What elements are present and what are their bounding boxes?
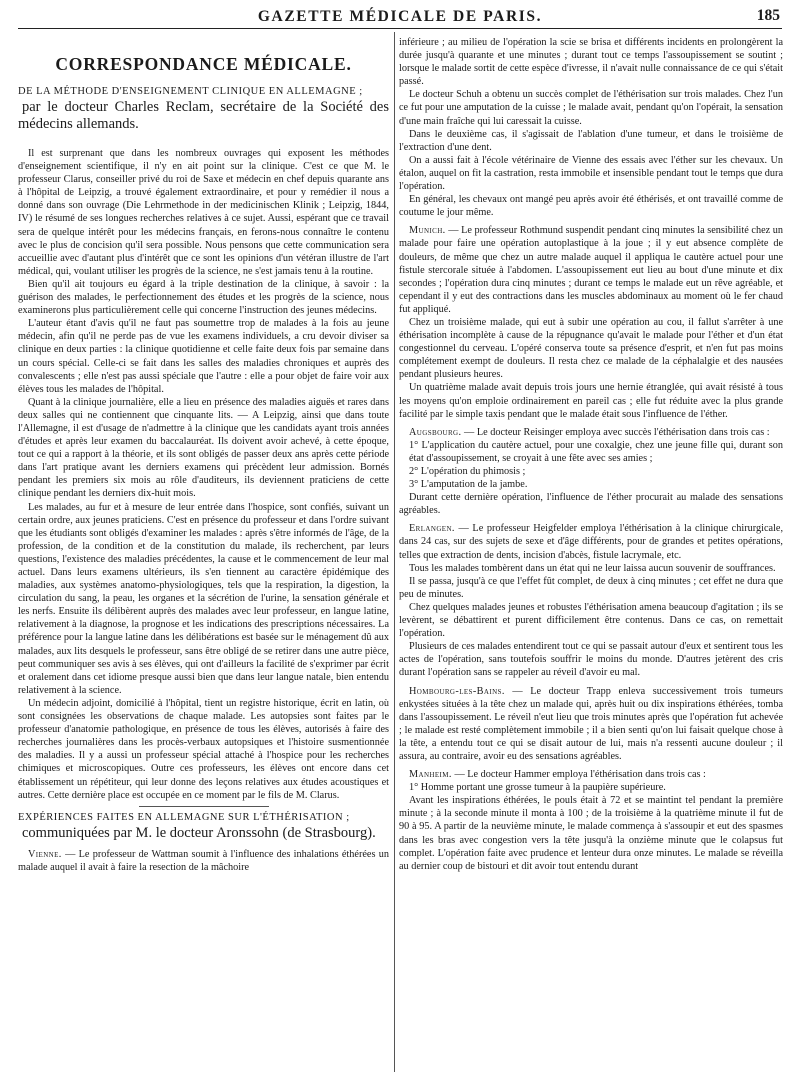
- paragraph-text: Un quatrième malade avait depuis trois jours une hernie étranglée, qui avait résisté à tous les moyens qu'on emploie ordinairement en pareil cas ; elle fut réduite avec la plus grande facilité par le simple taxis pendant que le malade était sous l'influence de l'éther.: [399, 382, 783, 420]
- article-paragraph: [399, 768, 783, 781]
- list-item: [399, 781, 783, 794]
- page-number: 185: [756, 7, 780, 24]
- article-title: DE LA MÉTHODE D'ENSEIGNEMENT CLINIQUE EN ALLEMAGNE ;: [18, 86, 363, 97]
- article-paragraph: [399, 36, 783, 88]
- article-paragraph: [399, 562, 783, 575]
- paragraph-text: Dans le deuxième cas, il s'agissait de l'ablation d'une tumeur, et dans le troisième de l'extraction d'une dent.: [399, 128, 783, 153]
- article-paragraph: Un médecin adjoint, domicilié à l'hôpital, tient un registre historique, écrit en latin, où sont consignées les observations de chaque malade. Les autopsies sont faites par le professeur d'anatomie pathologique, en présence de tous les élèves, autorisés à faire des recherches journalières dans les procès-verbaux autopsiques et l'histoire susmentionnée des maladies. Il y a aussi un professeur spécial attaché à l'hospice pour les recherches chimiques et microscopiques. Outre ces professeurs, les élèves ont encore dans cet établissement un répétiteur, qui leur donne des leçons relatives aux études acoustiques et autres. Cette dernière place est occupée en ce moment par le fils de M. Clarus.: [18, 697, 389, 801]
- paragraph-text: Tous les malades tombèrent dans un état qui ne leur laissa aucun souvenir de souffrances.: [409, 562, 776, 574]
- city-label: Erlangen.: [409, 523, 455, 535]
- city-label: Munich.: [409, 225, 446, 237]
- paragraph-text: — Le docteur Trapp enleva successivement trois tumeurs enkystées situées à la tête chez un malade qui, après huit ou dix inspirations éthérées, tomba dans l'assoupissement. Le réveil n'eut lieu que trois minutes après que l'opération fut achevée ; le malade est resté complètement immobile ; il a bien senti qu'on lui faisait quelque chose à la tête, a entendu tout ce qui se disait autour de lui, mais n'a ressenti aucune douleur ; il assura, au contraire, avoir eu des sensations agréables.: [399, 685, 783, 762]
- article-paragraph: L'auteur étant d'avis qu'il ne faut pas soumettre trop de malades à la fois au jeune médecin, afin qu'il ne perde pas de vue les examens individuels, a cru devoir diviser sa clinique en deux parties : la clinique quotidienne et celle faite deux fois par semaine dans un cours spécial. Celle-ci se fait dans les salles des maladies chroniques et auprès des convalescents ; elle n'est pas aussi spéciale que l'autre : elle a pour objet de faire voir aux élèves tous les malades de l'hôpital.: [18, 318, 389, 395]
- article-paragraph: Il est surprenant que dans les nombreux ouvrages qui exposent les méthodes d'enseignement scientifique, il n'y en ait point sur la clinique. C'est ce que M. le professeur Clarus, conseiller privé du roi de Saxe et médecin en chef depuis quarante ans à l'hôpital de Leipzig, a trouvé également extraordinaire, et pour y remédier il nous a donné dans son ouvrage (Die Lehrmethode in der medicinischen Klinik ; Leipzig, 1844, IV) le résumé de ses longues recherches relatives à ce sujet. Aussi, espérant que ce travail sera de quelque intérêt pour les médecins français, en ferons-nous connaître le contenu avec le plus de concision qu'il sera possible. Nous pensons que cette communication sera accueillie avec d'autant plus d'intérêt que ce sont les opinions d'un vétéran illustre de l'art médical, qui, voulant utiliser les progrès de la science, ne s'est jamais tenu à la routine.: [18, 148, 389, 277]
- page-header: [18, 6, 782, 29]
- paragraph-text: inférieure ; au milieu de l'opération la scie se brisa et différents incidents en prolongèrent la durée jusqu'à quarante et une minutes ; durant tout ce temps l'assoupissement se soutint ; lorsque le malade sortit de cette espèce d'ivresse, il n'avait nulle connaissance de ce qui s'était passé.: [399, 37, 783, 88]
- paragraph-text: 3° L'amputation de la jambe.: [409, 479, 528, 491]
- left-column: [18, 36, 389, 1072]
- city-label: Augsbourg.: [409, 426, 462, 438]
- paragraph-text: Durant cette dernière opération, l'influence de l'éther procurait au malade des sensations agréables.: [399, 492, 783, 517]
- article-paragraph: [399, 685, 783, 764]
- article-paragraph: [399, 128, 783, 154]
- article-paragraph: Les malades, au fur et à mesure de leur entrée dans l'hospice, sont confiés, suivant un certain ordre, aux jeunes praticiens. C'est en présence du professeur et dans l'ordre suivant que les étudiants sont obligés d'examiner les malades : après s'être informés de l'âge, de la profession, de la condition et de la constitution du malade, ils recherchent, par leurs questions, l'existence des maladies précédentes, la cause et le commencement de leur mal actuel. Dans leurs examens ultérieurs, ils s'en tiennent au caractère épidémique des maladies, aux systèmes anatomo-physiologiques, tels que la respiration, la digestion, la circulation du sang, la peau, les organes et la sécrétion de l'urine, la sensation générale et les nerfs. Ensuite ils délibèrent auprès des malades avec leur professeur, en langue latine, relativement à la diagnose, la prognose et les indications des prescriptions nécessaires. La préférence pour la langue latine dans les délibérations est basée sur le ménagement dû aux malades, aux lits desquels le professeur, sans être obligé de se retirer dans une autre pièce, peut communiquer ses avis à ses élèves, qui ont d'ailleurs la facilité de s'exprimer par écrit et oralement dans cet idiome presque aussi bien que dans leur langue natale, bien entendu relativement à la science.: [18, 501, 389, 696]
- list-item: [399, 465, 783, 478]
- article-title: EXPÉRIENCES FAITES EN ALLEMAGNE SUR L'ÉTHÉRISATION ;: [18, 811, 350, 823]
- list-item: [399, 439, 783, 465]
- paragraph-text: — Le professeur de Wattman soumit à l'influence des inhalations éthérées un malade auquel il avait à faire la resection de la mâchoire: [18, 848, 389, 873]
- article-paragraph: [399, 601, 783, 640]
- paragraph-text: — Le professeur Rothmund suspendit pendant cinq minutes la sensibilité chez un malade pour faire une opération autoplastique à la joue ; il y eut absence complète de douleurs, de même que chez un autre malade auquel il appliqua le cautère actuel pour une fistule stercorale située à l'abdomen. L'assoupissement eut lieu au bout d'une minute et dix secondes ; l'opération dura cinq minutes ; durant ce temps le malade eut un rêve agréable, et cependant il y eut des contractions dans les muscles abdominaux au moment où le fer chaud fut appliqué.: [399, 225, 783, 315]
- article-paragraph: [399, 154, 783, 193]
- article-paragraph: [399, 193, 783, 219]
- column-divider: [394, 32, 395, 1072]
- paragraph-text: 1° L'application du cautère actuel, pour une coxalgie, chez une jeune fille qui, durant son état d'assoupissement, se croyait à une fête avec ses amies ;: [409, 439, 783, 464]
- article-paragraph: Quant à la clinique journalière, elle a lieu en présence des maladies aiguës et rares dans deux salles qui ne contiennent que cinquante lits. — A Leipzig, ainsi que dans toute l'Allemagne, il est d'usage de n'admettre à la clinique que les candidats ayant trois années d'études et après leur examen du baccalauréat. Ils doivent avoir achevé, à cette époque, tout ce qui a rapport à la théorie, et ils sont obligés de passer deux ans après cette période dans l'art pratique avant les derniers examens qui précèdent leur admission. Bornés pendant les premiers six mois au rôle d'auditeurs, ils deviennent praticiens de cette clinique pendant les derniers dix-huit mois.: [18, 396, 389, 500]
- article-paragraph: Bien qu'il ait toujours eu égard à la triple destination de la clinique, à savoir : la guérison des malades, le perfectionnement des études et les progrès de la science, nous examinerons plus particulièrement celle qui concerne l'instruction des jeunes médecins.: [18, 278, 389, 317]
- article-paragraph: [399, 522, 783, 561]
- city-label: Manheim.: [409, 769, 452, 781]
- paragraph-text: Chez quelques malades jeunes et robustes l'éthérisation amena beaucoup d'agitation ; ils se levèrent, se débattirent et purent difficilement être contenus. Dans ce cas, on remettait l'opération.: [399, 601, 783, 640]
- paragraph-text: Plusieurs de ces malades entendirent tout ce qui se passait autour d'eux et sentirent tous les actes de l'opération, sans toutefois souffrir le moins du monde. D'autres jetèrent des cris durant l'opération sans se rappeler au réveil d'avoir eu mal.: [399, 641, 783, 679]
- article-paragraph: [18, 848, 389, 874]
- article-paragraph: [399, 381, 783, 420]
- article-paragraph: [399, 88, 783, 127]
- article-paragraph: [399, 426, 783, 439]
- city-label: Vienne.: [28, 848, 62, 860]
- journal-title: GAZETTE MÉDICALE DE PARIS.: [257, 8, 543, 25]
- article-paragraph: [399, 640, 783, 679]
- section-title: CORRESPONDANCE MÉDICALE.: [55, 54, 352, 74]
- paragraph-text: On a aussi fait à l'école vétérinaire de Vienne des essais avec l'éther sur les chevaux. Un étalon, auquel on fit la castration, resta immobile et insensible pendant tout le temps que dura l'opération.: [399, 154, 783, 193]
- paragraph-text: En général, les chevaux ont mangé peu après avoir été éthérisés, et ont travaillé comme de coutume le jour même.: [399, 194, 783, 219]
- city-label: Hombourg-les-Bains.: [409, 685, 505, 697]
- article-paragraph: [399, 575, 783, 601]
- article-paragraph: [399, 794, 783, 873]
- article-author: communiquées par M. le docteur Aronssohn (de Strasbourg).: [22, 824, 376, 841]
- right-column: [399, 36, 783, 1072]
- paragraph-text: 2° L'opération du phimosis ;: [409, 466, 526, 477]
- article-author: par le docteur Charles Reclam, secrétaire de la Société des médecins allemands.: [18, 99, 389, 132]
- article-paragraph: [399, 491, 783, 517]
- article-paragraph: [399, 316, 783, 381]
- paragraph-text: Chez un troisième malade, qui eut à subir une opération au cou, il fallut s'arrêter à une éthérisation incomplète à cause de la répugnance qu'avait le malade pour l'éther et d'un état congestionnel du cerveau. L'opéré conserva toute sa présence d'esprit, et n'en fut pas moins complétement exempt de douleurs. Il resta chez ce malade de la céphalalgie et des nausées pendant plusieurs heures.: [399, 316, 783, 381]
- paragraph-text: Avant les inspirations éthérées, le pouls était à 72 et se maintint tel pendant la première minute ; à la seconde minute il monta à 100 ; de la troisième à la quatrième minute il fut de 90 à 95. A partir de la neuvième minute, le malade commença à s'assoupir et eut des spasmes dans les bras avec congestion vers la tête jusqu'à la onzième minute que le colapsus fut complet. L'opération faite avec prudence et lenteur dura onze minutes. Le malade se réveilla au dernier coup de bistouri et dit avoir tout entendu durant: [399, 795, 783, 872]
- list-item: [399, 478, 783, 491]
- paragraph-text: — Le docteur Reisinger employa avec succès l'éthérisation dans trois cas :: [464, 426, 770, 438]
- paragraph-text: — Le professeur Heigfelder employa l'éthérisation à la clinique chirurgicale, dans 24 cas, sur des sujets de sexe et d'âge différents, pour de grandes et petites opérations, telles que extraction de dents, incision d'abcès, fistule lacrymale, etc.: [399, 523, 783, 561]
- article-paragraph: [399, 224, 783, 316]
- paragraph-text: Il se passa, jusqu'à ce que l'effet fût complet, de deux à cinq minutes ; cet effet ne dura que peu de minutes.: [399, 575, 783, 600]
- separator-rule: [139, 806, 269, 807]
- paragraph-text: — Le docteur Hammer employa l'éthérisation dans trois cas :: [454, 769, 706, 781]
- paragraph-text: Le docteur Schuh a obtenu un succès complet de l'éthérisation sur trois malades. Chez l'un ce fut pour une amputation de la cuisse ; le malade avait, pendant qu'on l'opérait, la sensation d'une main fraîche qui lui caressait la cuisse.: [399, 89, 783, 127]
- paragraph-text: 1° Homme portant une grosse tumeur à la paupière supérieure.: [409, 782, 666, 794]
